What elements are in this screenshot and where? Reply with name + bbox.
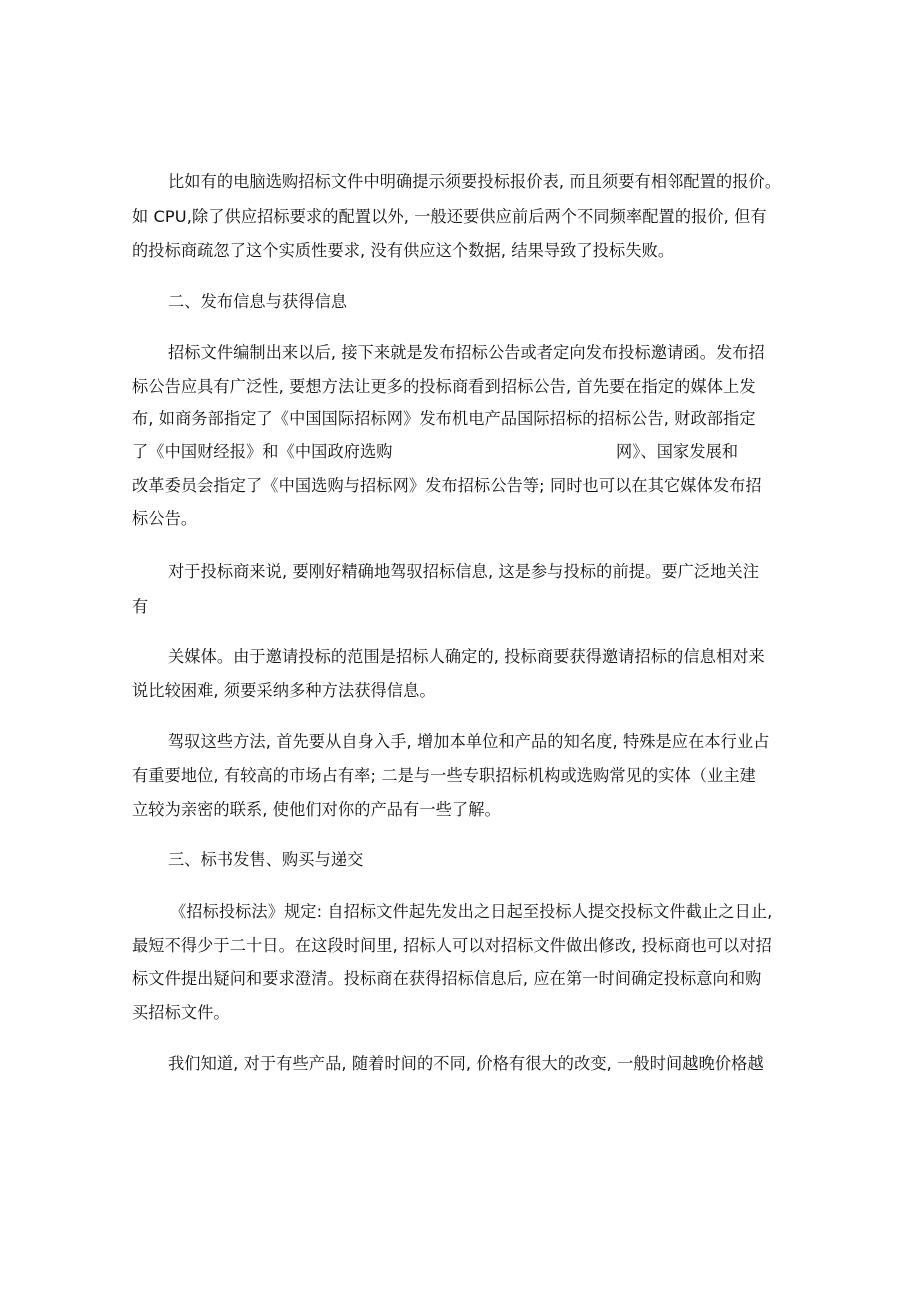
paragraph-5-line-1: 驾驭这些方法, 首先要从自身入手, 增加本单位和产品的知名度, 特殊是应在本行业占 xyxy=(168,732,770,751)
paragraph-2-line-1: 招标文件编制出来以后, 接下来就是发布招标公告或者定向发布投标邀请函。发布招 xyxy=(168,343,765,362)
paragraph-3-line-2: 有 xyxy=(132,597,149,616)
paragraph-1-line-3: 的投标商疏忽了这个实质性要求, 没有供应这个数据, 结果导致了投标失败。 xyxy=(132,241,675,260)
paragraph-2-line-4a: 了《中国财经报》和《中国政府选购 xyxy=(132,442,393,461)
paragraph-2-line-5: 改革委员会指定了《中国选购与招标网》发布招标公告等; 同时也可以在其它媒体发布招 xyxy=(132,476,762,495)
paragraph-2-line-4b: 网》、国家发展和 xyxy=(616,442,739,461)
paragraph-2-line-6: 标公告。 xyxy=(132,509,198,528)
paragraph-6-line-1: 《招标投标法》规定: 自招标文件起先发出之日起至投标人提交投标文件截止之日止, xyxy=(170,902,773,921)
paragraph-7-line-1: 我们知道, 对于有些产品, 随着时间的不同, 价格有很大的改变, 一般时间越晚价格越 xyxy=(168,1054,764,1073)
paragraph-3-line-1: 对于投标商来说, 要刚好精确地驾驭招标信息, 这是参与投标的前提。要广泛地关注 xyxy=(168,562,760,581)
paragraph-5-line-3: 立较为亲密的联系, 使他们对你的产品有一些了解。 xyxy=(132,800,501,819)
paragraph-1-line-2: 如 CPU,除了供应招标要求的配置以外, 一般还要供应前后两个不同频率配置的报价, 但有 xyxy=(132,207,767,226)
paragraph-6-line-2: 最短不得少于二十日。在这段时间里, 招标人可以对招标文件做出修改, 投标商也可以对招 xyxy=(132,936,772,955)
paragraph-2-line-3: 布, 如商务部指定了《中国国际招标网》发布机电产品国际招标的招标公告, 财政部指定 xyxy=(132,409,756,428)
section-heading-3: 三、标书发售、购买与递交 xyxy=(168,850,364,869)
paragraph-6-line-4: 买招标文件。 xyxy=(132,1003,230,1022)
paragraph-5-line-2: 有重要地位, 有较高的市场占有率; 二是与一些专职招标机构或选购常见的实体（业主建 xyxy=(132,766,756,785)
section-heading-2: 二、发布信息与获得信息 xyxy=(168,292,348,311)
paragraph-1-line-1: 比如有的电脑选购招标文件中明确提示须要投标报价表, 而且须要有相邻配置的报价。 xyxy=(168,172,782,191)
paragraph-2-line-2: 标公告应具有广泛性, 要想方法让更多的投标商看到招标公告, 首先要在指定的媒体上发 xyxy=(132,377,756,396)
paragraph-4-line-2: 说比较困难, 须要采纳多种方法获得信息。 xyxy=(132,681,436,700)
paragraph-4-line-1: 关媒体。由于邀请投标的范围是招标人确定的, 投标商要获得邀请招标的信息相对来 xyxy=(168,647,765,666)
paragraph-6-line-3: 标文件提出疑问和要求澄清。投标商在获得招标信息后, 应在第一时间确定投标意向和购 xyxy=(132,969,762,988)
